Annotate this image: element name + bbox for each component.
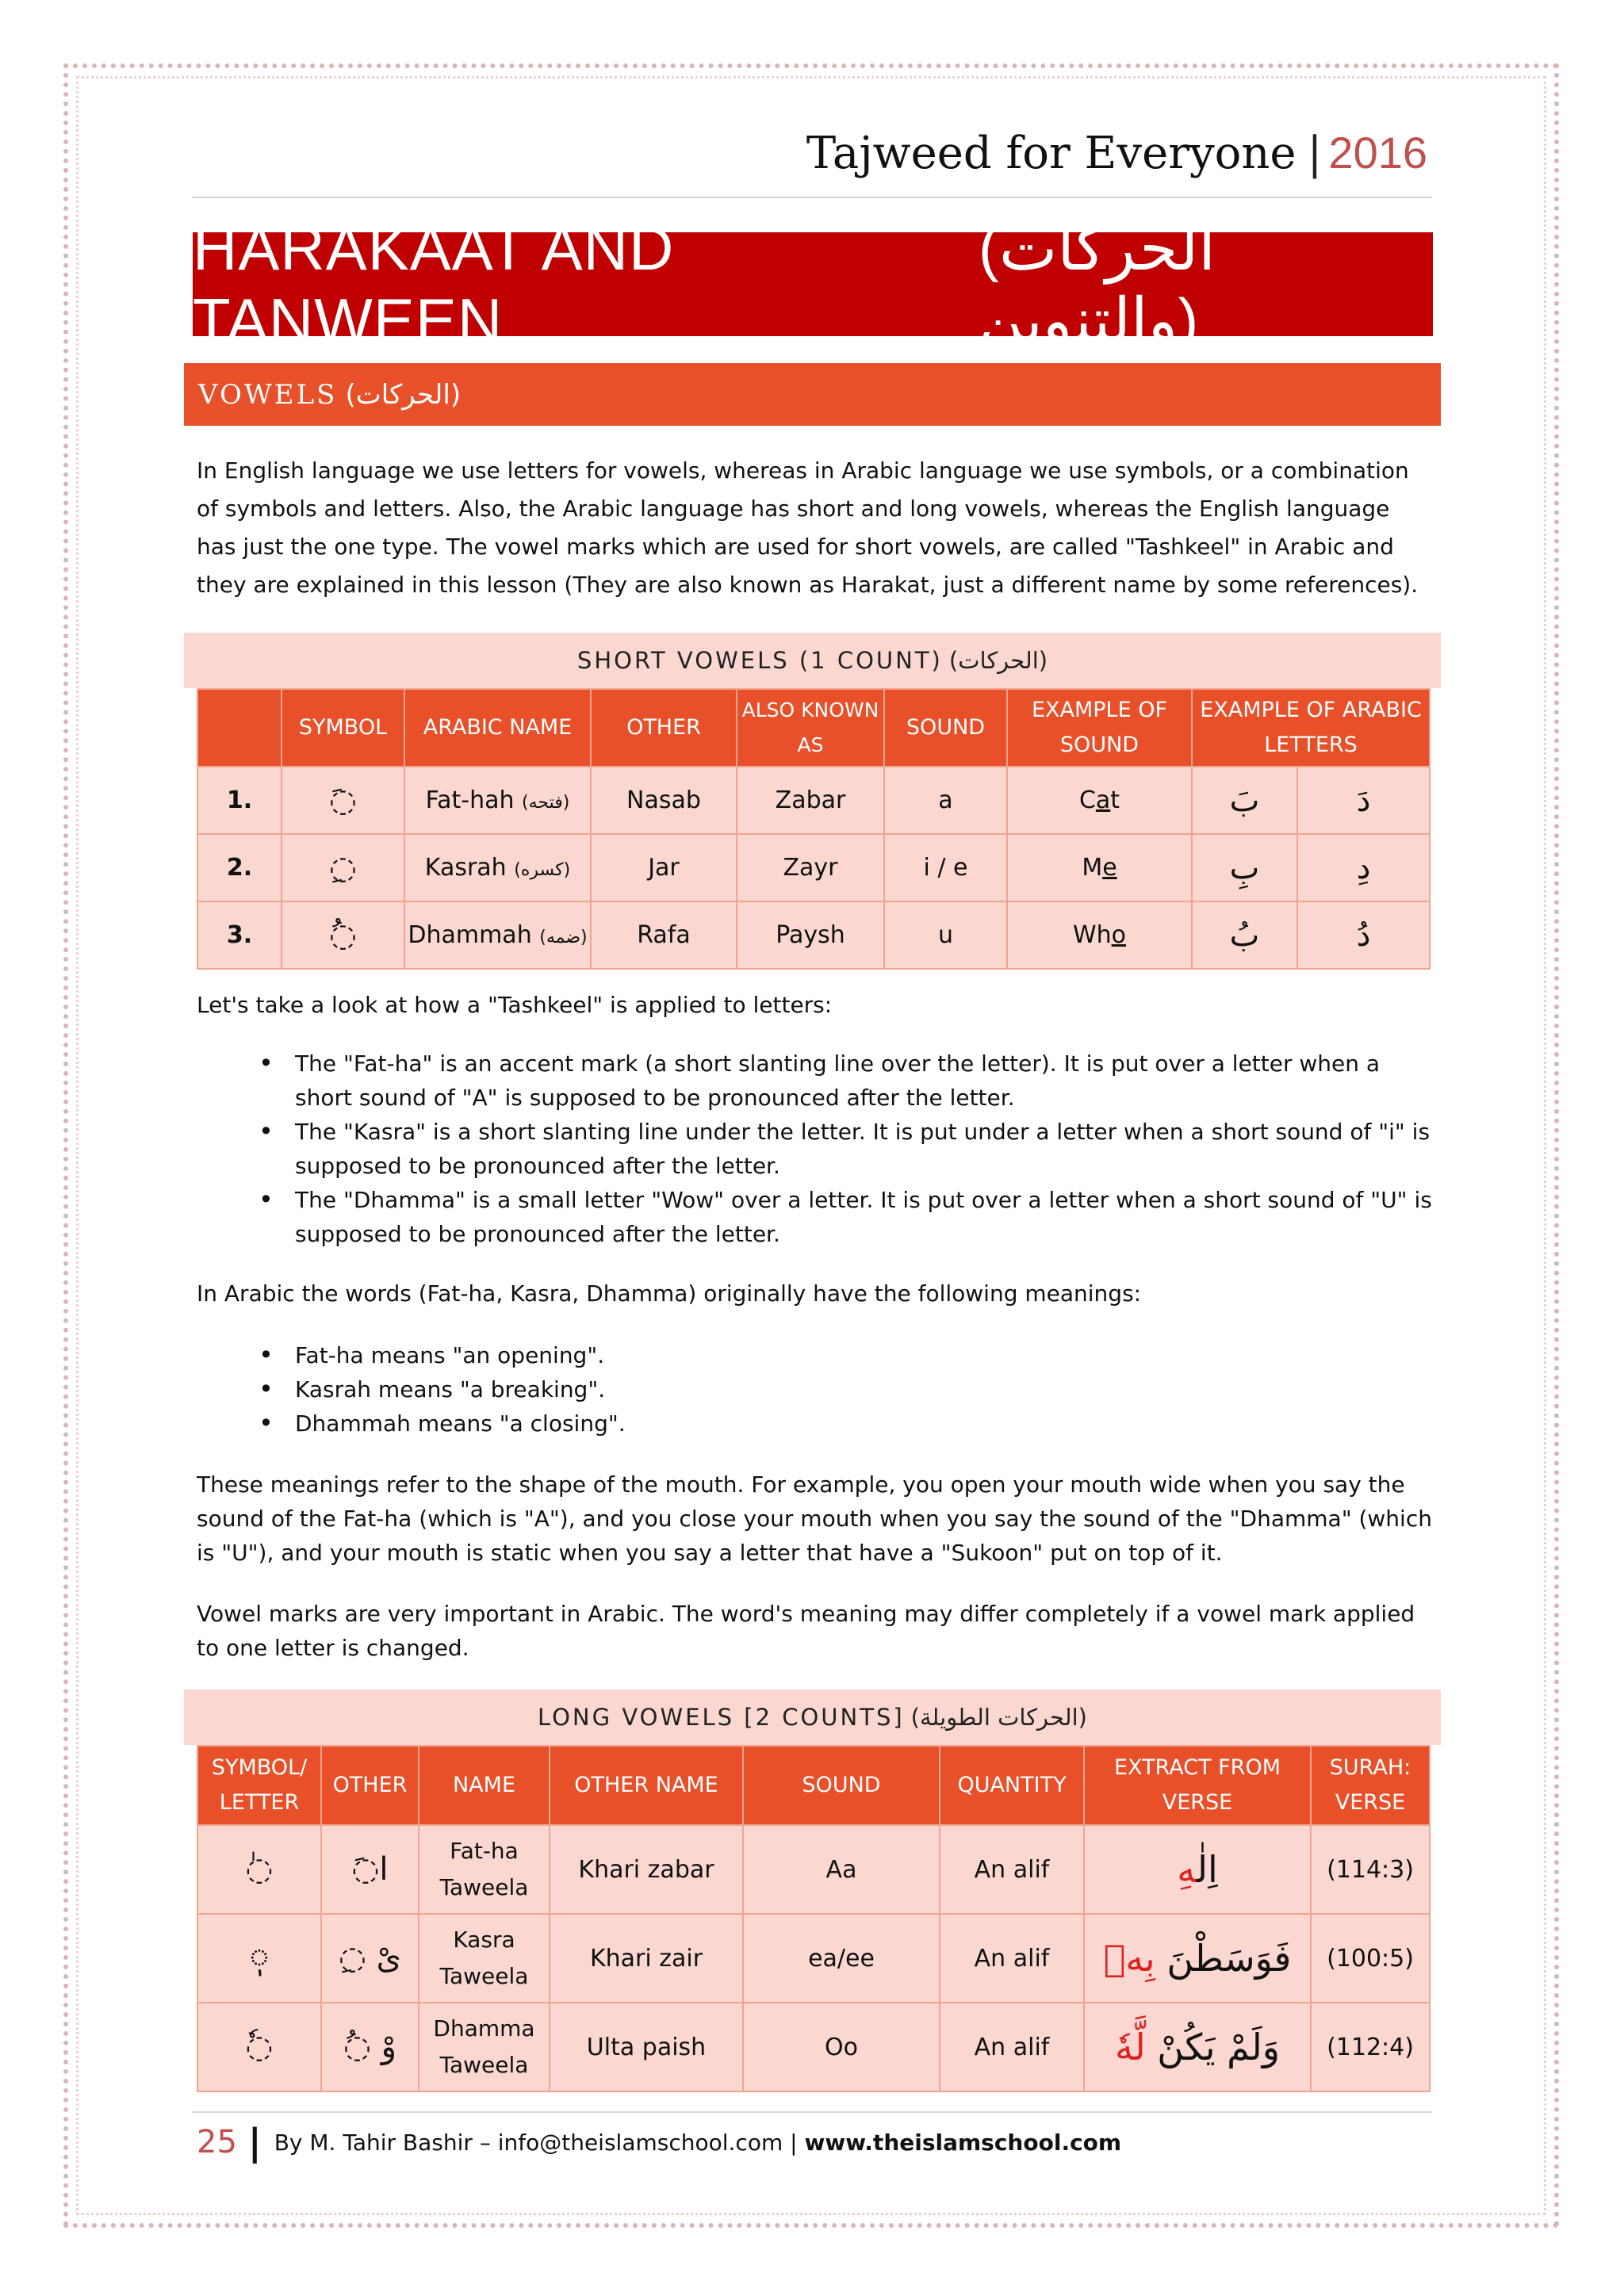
other-symbol-cell: ◌ِ ىْ bbox=[321, 1914, 419, 2003]
verse-highlight: لَّهٗ bbox=[1115, 2026, 1146, 2068]
sound-cell: u bbox=[884, 901, 1007, 969]
short-vowels-title bbox=[184, 633, 1441, 688]
symbol-cell: ◌ُ bbox=[282, 901, 404, 969]
symbol-cell: ◌ٗ bbox=[197, 2003, 321, 2091]
long-vowels-table bbox=[197, 1745, 1431, 2092]
arabic-letter-cell: بَ bbox=[1192, 767, 1297, 834]
footer-separator: | bbox=[247, 2121, 262, 2164]
other-cell: Jar bbox=[591, 834, 737, 901]
long-vowels-title bbox=[184, 1689, 1441, 1745]
section-title-arabic: (الحركات) bbox=[345, 378, 462, 411]
example-underlined: a bbox=[1095, 786, 1111, 814]
verse-cell bbox=[1084, 1825, 1311, 1914]
example-pre: Wh bbox=[1072, 921, 1112, 949]
header-cell: QUANTITY bbox=[940, 1746, 1084, 1825]
name-cell: Dhamma Taweela bbox=[419, 2003, 550, 2091]
header-title: Tajweed for Everyone bbox=[806, 128, 1297, 179]
row-number: 1. bbox=[197, 767, 282, 834]
arabic-letter-cell: دُ bbox=[1297, 901, 1430, 969]
short-vowels-title-arabic: (الحركات) bbox=[948, 647, 1048, 674]
name-arabic: (ضمه) bbox=[539, 928, 588, 947]
row-number: 3. bbox=[197, 901, 282, 969]
header-cell: OTHER bbox=[321, 1746, 419, 1825]
page-footer bbox=[197, 2121, 1121, 2164]
importance-paragraph: Vowel marks are very important in Arabic. The word's meaning may differ completely if a vowel mark applied to one letter is changed. bbox=[197, 1601, 1415, 1661]
arabic-name-cell bbox=[404, 767, 591, 834]
header-cell: ALSO KNOWN AS bbox=[737, 689, 884, 767]
header-year: 2016 bbox=[1328, 128, 1427, 178]
list-item: • The "Dhamma" is a small letter "Wow" over a letter. It is put over a letter when a short sound of "U" is supposed to be pronounced after the letter. bbox=[262, 1183, 1435, 1251]
arabic-letter-cell: دَ bbox=[1297, 767, 1430, 834]
table-row bbox=[197, 834, 1430, 901]
header-rule bbox=[192, 197, 1432, 198]
verse-highlight: بِهٖ bbox=[1103, 1937, 1155, 1980]
table-row bbox=[197, 1825, 1430, 1914]
header-cell bbox=[197, 689, 282, 767]
intro-paragraph: In English language we use letters for vowels, whereas in Arabic language we use symbols, or a combination of symbols and letters. Also, the Arabic language has short and long vowels, whereas the English language has just the one type. The vowel marks which are used for short vowels, are called "Tashkeel" in Arabic and they are explained in this lesson (They are also known as Harakat, just a different name by some references). bbox=[197, 457, 1419, 598]
header-cell: EXTRACT FROM VERSE bbox=[1084, 1746, 1311, 1825]
other-cell: Nasab bbox=[591, 767, 737, 834]
footer-rule bbox=[192, 2111, 1432, 2113]
name-cell: Fat-ha Taweela bbox=[419, 1825, 550, 1914]
symbol-cell: ◌ٖ bbox=[197, 1914, 321, 2003]
footer-website-link[interactable]: www.theislamschool.com bbox=[804, 2129, 1122, 2156]
symbol-cell: ◌َ bbox=[282, 767, 404, 834]
name-arabic: (فتحه) bbox=[522, 793, 570, 813]
sound-cell: ea/ee bbox=[743, 1914, 940, 2003]
mouth-shape-paragraph: These meanings refer to the shape of the mouth. For example, you open your mouth wide when you say the sound of the Fat-ha (which is "A"), and you close your mouth when you say the sound of the "Dhamma" (which is "U"), and your mouth is static when you say a letter that have a "Sukoon" put on top of it. bbox=[197, 1471, 1432, 1566]
arabic-name-cell bbox=[404, 834, 591, 901]
other-name-cell: Khari zabar bbox=[550, 1825, 743, 1914]
name-cell: Kasra Taweela bbox=[419, 1914, 550, 2003]
quantity-cell: An alif bbox=[940, 1825, 1084, 1914]
header-separator: | bbox=[1307, 128, 1323, 179]
header-cell: OTHER NAME bbox=[550, 1746, 743, 1825]
header-cell: EXAMPLE OF SOUND bbox=[1007, 689, 1192, 767]
other-symbol-cell: ◌َا bbox=[321, 1825, 419, 1914]
arabic-letter-cell: دِ bbox=[1297, 834, 1430, 901]
verse-cell bbox=[1084, 2003, 1311, 2091]
name-latin: Kasrah bbox=[424, 854, 507, 882]
surah-verse-cell: (114:3) bbox=[1311, 1825, 1430, 1914]
chapter-title: HARAKAAT AND TANWEEN bbox=[193, 212, 675, 355]
verse-text: اِلٰ bbox=[1196, 1848, 1218, 1891]
other-name-cell: Khari zair bbox=[550, 1914, 743, 2003]
example-post: t bbox=[1110, 786, 1120, 814]
aka-cell: Zayr bbox=[737, 834, 884, 901]
verse-highlight: هِ bbox=[1177, 1848, 1197, 1891]
arabic-name-cell bbox=[404, 901, 591, 969]
name-latin: Dhammah bbox=[408, 921, 532, 949]
footer-author: By M. Tahir Bashir – info@theislamschool.com | bbox=[274, 2129, 798, 2156]
list-item: • Fat-ha means "an opening". bbox=[262, 1338, 1435, 1372]
example-sound-cell bbox=[1007, 834, 1192, 901]
long-table-header-row bbox=[197, 1746, 1430, 1825]
aka-cell: Paysh bbox=[737, 901, 884, 969]
header-cell: OTHER bbox=[591, 689, 737, 767]
sound-cell: i / e bbox=[884, 834, 1007, 901]
symbol-cell: ◌ِ bbox=[282, 834, 404, 901]
row-number: 2. bbox=[197, 834, 282, 901]
section-heading bbox=[184, 363, 1441, 426]
arabic-letter-cell: بِ bbox=[1192, 834, 1297, 901]
list-item: • The "Fat-ha" is an accent mark (a short slanting line over the letter). It is put over a letter when a short sound of "A" is supposed to be pronounced after the letter. bbox=[262, 1047, 1435, 1115]
list-item: • The "Kasra" is a short slanting line under the letter. It is put under a letter when a short sound of "i" is supposed to be pronounced after the letter. bbox=[262, 1115, 1435, 1183]
header-cell: SOUND bbox=[884, 689, 1007, 767]
header-cell: SURAH: VERSE bbox=[1311, 1746, 1430, 1825]
example-underlined: o bbox=[1111, 921, 1127, 949]
tashkeel-intro: Let's take a look at how a "Tashkeel" is applied to letters: bbox=[197, 992, 833, 1018]
page-number: 25 bbox=[197, 2124, 237, 2160]
example-sound-cell bbox=[1007, 767, 1192, 834]
surah-verse-cell: (112:4) bbox=[1311, 2003, 1430, 2091]
sound-cell: a bbox=[884, 767, 1007, 834]
chapter-banner bbox=[193, 212, 1433, 355]
name-arabic: (كسره) bbox=[514, 860, 571, 880]
example-pre: M bbox=[1082, 854, 1103, 882]
chapter-title-arabic: (الحركات والتنوين) bbox=[978, 212, 1216, 355]
example-pre: C bbox=[1078, 786, 1096, 814]
other-name-cell: Ulta paish bbox=[550, 2003, 743, 2091]
meanings-list bbox=[262, 1338, 1435, 1441]
tashkeel-list bbox=[262, 1047, 1435, 1251]
short-table-header-row bbox=[197, 689, 1430, 767]
document-header bbox=[806, 127, 1427, 179]
meanings-intro: In Arabic the words (Fat-ha, Kasra, Dhamma) originally have the following meanings: bbox=[197, 1280, 1142, 1307]
other-cell: Rafa bbox=[591, 901, 737, 969]
sound-cell: Oo bbox=[743, 2003, 940, 2091]
long-vowels-title-arabic: (الحركات الطويلة) bbox=[910, 1704, 1087, 1731]
aka-cell: Zabar bbox=[737, 767, 884, 834]
header-cell: SYMBOL bbox=[282, 689, 404, 767]
other-symbol-cell: ◌ُ وْ bbox=[321, 2003, 419, 2091]
short-vowels-title-text: SHORT VOWELS (1 COUNT) bbox=[576, 647, 943, 674]
sound-cell: Aa bbox=[743, 1825, 940, 1914]
header-cell: NAME bbox=[419, 1746, 550, 1825]
section-title: VOWELS bbox=[198, 378, 338, 411]
symbol-cell: ◌ٰ bbox=[197, 1825, 321, 1914]
verse-cell bbox=[1084, 1914, 1311, 2003]
name-latin: Fat-hah bbox=[425, 786, 515, 814]
header-cell: EXAMPLE OF ARABIC LETTERS bbox=[1192, 689, 1430, 767]
table-row bbox=[197, 2003, 1430, 2091]
surah-verse-cell: (100:5) bbox=[1311, 1914, 1430, 2003]
arabic-letter-cell: بُ bbox=[1192, 901, 1297, 969]
quantity-cell: An alif bbox=[940, 1914, 1084, 2003]
example-sound-cell bbox=[1007, 901, 1192, 969]
verse-text: وَلَمْ يَكُنْ bbox=[1145, 2026, 1280, 2068]
list-item: • Kasrah means "a breaking". bbox=[262, 1372, 1435, 1406]
table-row bbox=[197, 901, 1430, 969]
table-row bbox=[197, 1914, 1430, 2003]
long-vowels-title-text: LONG VOWELS [2 COUNTS] bbox=[537, 1704, 905, 1731]
header-cell: SYMBOL/ LETTER bbox=[197, 1746, 321, 1825]
list-item: • Dhammah means "a closing". bbox=[262, 1406, 1435, 1441]
verse-text: فَوَسَطْنَ bbox=[1155, 1937, 1292, 1980]
quantity-cell: An alif bbox=[940, 2003, 1084, 2091]
header-cell: SOUND bbox=[743, 1746, 940, 1825]
header-cell: ARABIC NAME bbox=[404, 689, 591, 767]
table-row bbox=[197, 767, 1430, 834]
example-underlined: e bbox=[1102, 854, 1117, 882]
short-vowels-table bbox=[197, 688, 1431, 970]
